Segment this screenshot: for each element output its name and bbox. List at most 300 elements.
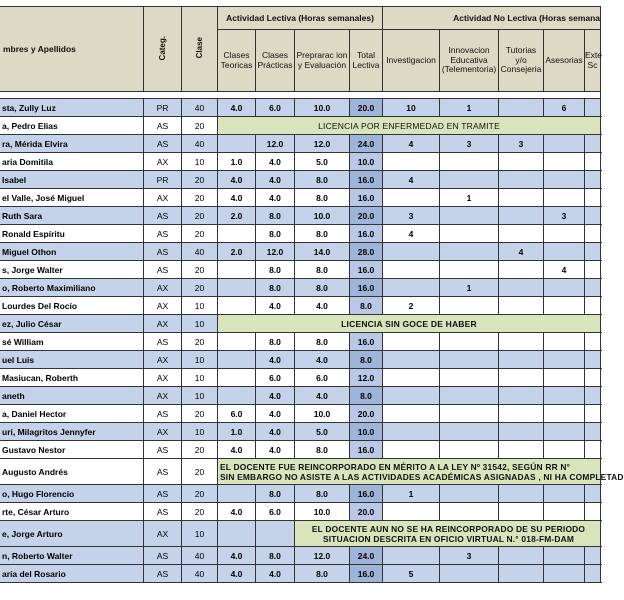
clases-practicas-cell: 4.0 [256, 441, 295, 459]
asesorias-cell [544, 171, 585, 189]
extension-cell [585, 225, 601, 243]
category-cell: AS [144, 547, 182, 565]
status-note-line: EL DOCENTE FUE REINCORPORADO EN MÉRITO A LA LEY Nº 31542, SEGÚN RR N° [220, 461, 571, 472]
category-cell: AX [144, 423, 182, 441]
investigacion-cell [383, 369, 440, 387]
innovacion-cell [440, 485, 499, 503]
teacher-name: s, Jorge Walter [0, 261, 144, 279]
investigacion-cell: 4 [383, 171, 440, 189]
investigacion-cell [383, 405, 440, 423]
teacher-row [0, 423, 601, 441]
tutorias-cell [499, 485, 544, 503]
total-lectiva-cell: 12.0 [350, 369, 383, 387]
category-cell: AS [144, 441, 182, 459]
teacher-name: aría del Rosario [0, 565, 144, 583]
tutorias-cell [499, 503, 544, 521]
clase-cell: 10 [182, 297, 218, 315]
innovacion-cell [440, 565, 499, 583]
clases-practicas-cell: 8.0 [256, 547, 295, 565]
clases-teoricas-cell [218, 369, 256, 387]
clases-teoricas-cell [218, 135, 256, 153]
investigacion-cell: 4 [383, 135, 440, 153]
teacher-name: n, Roberto Walter [0, 547, 144, 565]
tutorias-cell [499, 351, 544, 369]
category-cell: AS [144, 135, 182, 153]
innovacion-cell [440, 387, 499, 405]
clases-teoricas-cell: 4.0 [218, 189, 256, 207]
category-cell: AS [144, 459, 182, 485]
category-cell: AX [144, 315, 182, 333]
teacher-name: Miguel Othon [0, 243, 144, 261]
asesorias-cell [544, 485, 585, 503]
extension-cell [585, 243, 601, 261]
asesorias-cell [544, 279, 585, 297]
clases-practicas-cell: 4.0 [256, 171, 295, 189]
preparacion-cell: 8.0 [295, 565, 350, 583]
investigacion-cell [383, 351, 440, 369]
clase-cell: 20 [182, 207, 218, 225]
teacher-name: a, Daniel Hector [0, 405, 144, 423]
status-note-text: LICENCIA POR ENFERMEDAD EN TRAMITE [318, 120, 500, 131]
total-lectiva-cell: 8.0 [350, 387, 383, 405]
category-cell: AS [144, 225, 182, 243]
investigacion-cell: 2 [383, 297, 440, 315]
clase-cell: 20 [182, 171, 218, 189]
investigacion-cell [383, 279, 440, 297]
teacher-row [0, 261, 601, 279]
teacher-rows [0, 99, 624, 583]
total-lectiva-cell: 20.0 [350, 99, 383, 117]
asesorias-cell [544, 503, 585, 521]
clases-practicas-cell [256, 521, 295, 547]
teacher-name: Ruth Sara [0, 207, 144, 225]
preparacion-cell: 6.0 [295, 369, 350, 387]
clase-cell: 40 [182, 135, 218, 153]
category-cell: AS [144, 485, 182, 503]
teacher-name: o, Hugo Florencio [0, 485, 144, 503]
clase-cell: 20 [182, 333, 218, 351]
investigacion-cell [383, 423, 440, 441]
extension-cell [585, 99, 601, 117]
clase-cell: 10 [182, 369, 218, 387]
asesorias-cell: 4 [544, 261, 585, 279]
teacher-row [0, 117, 601, 135]
teacher-name: Augusto Andrés [0, 459, 144, 485]
preparacion-cell: 5.0 [295, 153, 350, 171]
innovacion-cell: 1 [440, 99, 499, 117]
asesorias-cell [544, 351, 585, 369]
clases-practicas-cell: 4.0 [256, 351, 295, 369]
asesorias-cell [544, 243, 585, 261]
innovacion-cell [440, 441, 499, 459]
header-actividad-lectiva: Actividad Lectiva (Horas semanales) [218, 7, 383, 30]
clases-teoricas-cell [218, 521, 256, 547]
innovacion-cell [440, 153, 499, 171]
status-note [218, 315, 601, 333]
teacher-name: aria Domitila [0, 153, 144, 171]
header-extension: Exte Sc [585, 30, 601, 92]
clases-teoricas-cell [218, 485, 256, 503]
tutorias-cell [499, 441, 544, 459]
clases-practicas-cell: 8.0 [256, 261, 295, 279]
innovacion-cell [440, 369, 499, 387]
asesorias-cell [544, 369, 585, 387]
innovacion-cell [440, 297, 499, 315]
extension-cell [585, 189, 601, 207]
extension-cell [585, 503, 601, 521]
teacher-name: Gustavo Nestor [0, 441, 144, 459]
extension-cell [585, 135, 601, 153]
header-innovacion: Innovacion Educativa (Telementoria) [440, 30, 499, 92]
header-preparacion: Preprarac ion y Evaluación [295, 30, 350, 92]
extension-cell [585, 261, 601, 279]
tutorias-cell [499, 99, 544, 117]
preparacion-cell: 8.0 [295, 225, 350, 243]
investigacion-cell [383, 387, 440, 405]
teacher-row [0, 153, 601, 171]
clases-teoricas-cell: 4.0 [218, 547, 256, 565]
innovacion-cell: 1 [440, 279, 499, 297]
innovacion-cell: 1 [440, 189, 499, 207]
header-names: mbres y Apellidos [0, 7, 144, 92]
clase-cell: 20 [182, 279, 218, 297]
clases-teoricas-cell [218, 225, 256, 243]
clase-cell: 20 [182, 503, 218, 521]
teacher-name: ez, Julio César [0, 315, 144, 333]
clases-teoricas-cell: 4.0 [218, 503, 256, 521]
status-note-text: LICENCIA SIN GOCE DE HABER [341, 318, 477, 329]
tutorias-cell [499, 207, 544, 225]
teacher-name: o, Roberto Maximiliano [0, 279, 144, 297]
preparacion-cell: 10.0 [295, 99, 350, 117]
investigacion-cell [383, 333, 440, 351]
category-cell: AS [144, 117, 182, 135]
clases-teoricas-cell [218, 333, 256, 351]
clases-teoricas-cell: 2.0 [218, 207, 256, 225]
innovacion-cell [440, 243, 499, 261]
asesorias-cell [544, 441, 585, 459]
teacher-name: uri, Milagritos Jennyfer [0, 423, 144, 441]
category-cell: AX [144, 521, 182, 547]
preparacion-cell: 8.0 [295, 261, 350, 279]
clases-teoricas-cell: 6.0 [218, 405, 256, 423]
clases-teoricas-cell [218, 387, 256, 405]
clase-cell: 10 [182, 153, 218, 171]
clases-teoricas-cell: 4.0 [218, 565, 256, 583]
clases-practicas-cell: 8.0 [256, 207, 295, 225]
tutorias-cell [499, 387, 544, 405]
teacher-row [0, 351, 601, 369]
preparacion-cell: 5.0 [295, 423, 350, 441]
teacher-row [0, 189, 601, 207]
teacher-row [0, 207, 601, 225]
status-note [218, 117, 601, 135]
tutorias-cell [499, 547, 544, 565]
investigacion-cell [383, 547, 440, 565]
teacher-row [0, 405, 601, 423]
clase-cell: 20 [182, 459, 218, 485]
clase-cell: 20 [182, 485, 218, 503]
asesorias-cell [544, 387, 585, 405]
teacher-row [0, 565, 601, 583]
tutorias-cell: 3 [499, 135, 544, 153]
clase-cell: 20 [182, 261, 218, 279]
clases-practicas-cell: 8.0 [256, 333, 295, 351]
total-lectiva-cell: 10.0 [350, 153, 383, 171]
category-cell: PR [144, 99, 182, 117]
total-lectiva-cell: 16.0 [350, 225, 383, 243]
total-lectiva-cell: 16.0 [350, 333, 383, 351]
investigacion-cell: 3 [383, 207, 440, 225]
teacher-name: a, Pedro Elias [0, 117, 144, 135]
category-cell: PR [144, 171, 182, 189]
asesorias-cell [544, 153, 585, 171]
category-cell: AS [144, 333, 182, 351]
teacher-name: Masiucan, Roberth [0, 369, 144, 387]
teacher-row [0, 243, 601, 261]
teacher-name: e, Jorge Arturo [0, 521, 144, 547]
teacher-row [0, 459, 601, 485]
preparacion-cell: 4.0 [295, 297, 350, 315]
teacher-row [0, 441, 601, 459]
teacher-name: Lourdes Del Rocío [0, 297, 144, 315]
preparacion-cell: 12.0 [295, 547, 350, 565]
extension-cell [585, 485, 601, 503]
extension-cell [585, 565, 601, 583]
clases-teoricas-cell [218, 261, 256, 279]
clases-teoricas-cell [218, 279, 256, 297]
asesorias-cell [544, 405, 585, 423]
teacher-name: sta, Zully Luz [0, 99, 144, 117]
extension-cell [585, 279, 601, 297]
investigacion-cell: 4 [383, 225, 440, 243]
clases-teoricas-cell: 4.0 [218, 171, 256, 189]
total-lectiva-cell: 28.0 [350, 243, 383, 261]
investigacion-cell [383, 153, 440, 171]
total-lectiva-cell: 10.0 [350, 423, 383, 441]
investigacion-cell: 1 [383, 485, 440, 503]
clase-cell: 40 [182, 243, 218, 261]
teacher-name: uel Luis [0, 351, 144, 369]
total-lectiva-cell: 24.0 [350, 135, 383, 153]
total-lectiva-cell: 16.0 [350, 261, 383, 279]
clases-practicas-cell: 4.0 [256, 387, 295, 405]
teacher-row [0, 503, 601, 521]
total-lectiva-cell: 20.0 [350, 503, 383, 521]
teacher-row [0, 369, 601, 387]
innovacion-cell [440, 351, 499, 369]
clases-teoricas-cell: 2.0 [218, 243, 256, 261]
header-total-lectiva: Total Lectiva [350, 30, 383, 92]
clases-practicas-cell: 4.0 [256, 405, 295, 423]
clases-practicas-cell: 12.0 [256, 243, 295, 261]
tutorias-cell [499, 153, 544, 171]
asesorias-cell: 6 [544, 99, 585, 117]
total-lectiva-cell: 16.0 [350, 485, 383, 503]
teacher-name: Isabel [0, 171, 144, 189]
clases-practicas-cell: 4.0 [256, 153, 295, 171]
teacher-name: sé William [0, 333, 144, 351]
total-lectiva-cell: 20.0 [350, 207, 383, 225]
clase-cell: 10 [182, 423, 218, 441]
clase-cell: 20 [182, 405, 218, 423]
extension-cell [585, 333, 601, 351]
clases-practicas-cell: 6.0 [256, 99, 295, 117]
investigacion-cell: 10 [383, 99, 440, 117]
total-lectiva-cell: 20.0 [350, 405, 383, 423]
teacher-name: aneth [0, 387, 144, 405]
clase-cell: 40 [182, 99, 218, 117]
tutorias-cell [499, 369, 544, 387]
tutorias-cell: 4 [499, 243, 544, 261]
innovacion-cell [440, 171, 499, 189]
extension-cell [585, 369, 601, 387]
teacher-name: rte, César Arturo [0, 503, 144, 521]
extension-cell [585, 153, 601, 171]
extension-cell [585, 171, 601, 189]
category-cell: AS [144, 243, 182, 261]
category-cell: AX [144, 153, 182, 171]
innovacion-cell [440, 261, 499, 279]
clase-cell: 40 [182, 547, 218, 565]
clases-practicas-cell: 4.0 [256, 565, 295, 583]
preparacion-cell: 10.0 [295, 405, 350, 423]
teacher-row [0, 387, 601, 405]
preparacion-cell: 4.0 [295, 387, 350, 405]
investigacion-cell [383, 441, 440, 459]
category-cell: AS [144, 503, 182, 521]
innovacion-cell [440, 405, 499, 423]
tutorias-cell [499, 297, 544, 315]
total-lectiva-cell: 16.0 [350, 441, 383, 459]
extension-cell [585, 405, 601, 423]
category-cell: AX [144, 279, 182, 297]
innovacion-cell: 3 [440, 547, 499, 565]
innovacion-cell [440, 423, 499, 441]
clases-practicas-cell: 8.0 [256, 225, 295, 243]
preparacion-cell: 8.0 [295, 171, 350, 189]
teacher-name: ra, Mérida Elvira [0, 135, 144, 153]
teacher-row [0, 171, 601, 189]
status-note [218, 459, 624, 485]
clases-practicas-cell: 6.0 [256, 369, 295, 387]
clase-cell: 20 [182, 225, 218, 243]
investigacion-cell [383, 243, 440, 261]
teacher-row [0, 135, 601, 153]
clases-practicas-cell: 8.0 [256, 279, 295, 297]
tutorias-cell [499, 279, 544, 297]
clases-teoricas-cell: 1.0 [218, 153, 256, 171]
extension-cell [585, 207, 601, 225]
extension-cell [585, 387, 601, 405]
category-cell: AX [144, 351, 182, 369]
clase-cell: 20 [182, 441, 218, 459]
teacher-row [0, 99, 601, 117]
investigacion-cell [383, 503, 440, 521]
asesorias-cell [544, 547, 585, 565]
category-cell: AX [144, 369, 182, 387]
preparacion-cell: 8.0 [295, 441, 350, 459]
total-lectiva-cell: 16.0 [350, 171, 383, 189]
category-cell: AS [144, 261, 182, 279]
preparacion-cell: 8.0 [295, 485, 350, 503]
clase-cell: 10 [182, 387, 218, 405]
total-lectiva-cell: 16.0 [350, 565, 383, 583]
header-clase: Clase [182, 7, 218, 92]
asesorias-cell [544, 225, 585, 243]
clases-teoricas-cell [218, 351, 256, 369]
clases-teoricas-cell: 4.0 [218, 441, 256, 459]
investigacion-cell: 5 [383, 565, 440, 583]
clases-practicas-cell: 4.0 [256, 189, 295, 207]
header-tutorias: Tutorias y/o Consejeria [499, 30, 544, 92]
teacher-row [0, 225, 601, 243]
innovacion-cell [440, 503, 499, 521]
innovacion-cell [440, 225, 499, 243]
tutorias-cell [499, 189, 544, 207]
clases-practicas-cell: 8.0 [256, 485, 295, 503]
clase-cell: 20 [182, 117, 218, 135]
preparacion-cell: 10.0 [295, 503, 350, 521]
preparacion-cell: 8.0 [295, 189, 350, 207]
clases-teoricas-cell: 4.0 [218, 99, 256, 117]
category-cell: AS [144, 565, 182, 583]
asesorias-cell [544, 333, 585, 351]
clases-practicas-cell: 4.0 [256, 423, 295, 441]
asesorias-cell [544, 565, 585, 583]
investigacion-cell [383, 189, 440, 207]
clase-cell: 10 [182, 351, 218, 369]
asesorias-cell [544, 297, 585, 315]
category-cell: AS [144, 207, 182, 225]
extension-cell [585, 441, 601, 459]
preparacion-cell: 8.0 [295, 279, 350, 297]
clase-cell: 20 [182, 189, 218, 207]
header-clases-teoricas: Clases Teoricas [218, 30, 256, 92]
clase-cell: 10 [182, 315, 218, 333]
total-lectiva-cell: 16.0 [350, 279, 383, 297]
teacher-row [0, 547, 601, 565]
clase-cell: 40 [182, 565, 218, 583]
total-lectiva-cell: 16.0 [350, 189, 383, 207]
total-lectiva-cell: 8.0 [350, 351, 383, 369]
asesorias-cell: 3 [544, 207, 585, 225]
tutorias-cell [499, 565, 544, 583]
extension-cell [585, 297, 601, 315]
teaching-hours-table [0, 6, 624, 583]
asesorias-cell [544, 423, 585, 441]
clase-cell: 10 [182, 521, 218, 547]
teacher-row [0, 315, 601, 333]
teacher-row [0, 521, 601, 547]
preparacion-cell: 12.0 [295, 135, 350, 153]
header-clases-practicas: Clases Prácticas [256, 30, 295, 92]
asesorias-cell [544, 189, 585, 207]
tutorias-cell [499, 333, 544, 351]
clases-teoricas-cell: 1.0 [218, 423, 256, 441]
investigacion-cell [383, 261, 440, 279]
extension-cell [585, 423, 601, 441]
extension-cell [585, 351, 601, 369]
total-lectiva-cell: 24.0 [350, 547, 383, 565]
clases-practicas-cell: 6.0 [256, 503, 295, 521]
preparacion-cell: 10.0 [295, 207, 350, 225]
clases-teoricas-cell [218, 297, 256, 315]
category-cell: AS [144, 405, 182, 423]
preparacion-cell: 8.0 [295, 333, 350, 351]
status-note-line: EL DOCENTE AUN NO SE HA REINCORPORADO DE SU PERIODO [311, 523, 586, 534]
preparacion-cell: 14.0 [295, 243, 350, 261]
